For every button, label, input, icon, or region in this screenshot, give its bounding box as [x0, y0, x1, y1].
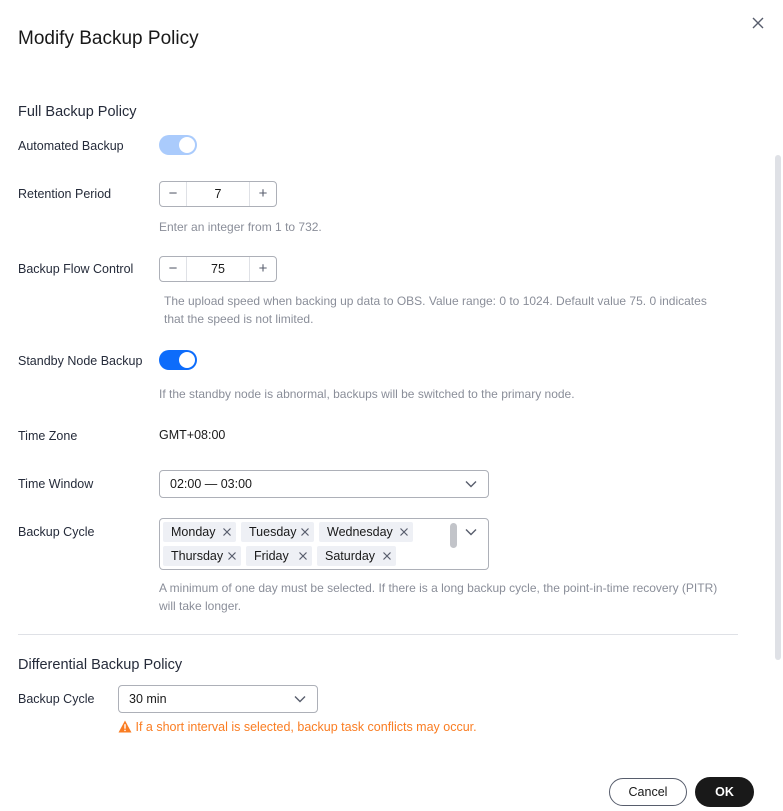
tag-list-scrollbar[interactable]	[450, 523, 457, 548]
day-tag	[163, 522, 236, 542]
differential-backup-cycle-label: Backup Cycle	[18, 692, 95, 706]
decrement-button[interactable]: −	[160, 182, 187, 206]
automated-backup-label: Automated Backup	[18, 139, 124, 153]
flow-control-hint	[164, 292, 707, 328]
day-tag-label: Saturday	[325, 549, 376, 563]
flow-control-label: Backup Flow Control	[18, 262, 134, 276]
backup-cycle-hint-line: A minimum of one day must be selected. If there is a long backup cycle, the point-in-time recovery (PITR)	[159, 581, 718, 595]
differential-backup-cycle-value: 30 min	[129, 692, 167, 706]
time-zone-value: GMT+08:00	[159, 428, 226, 442]
chevron-down-icon	[464, 525, 478, 539]
retention-period-stepper	[159, 181, 277, 207]
time-zone-label: Time Zone	[18, 429, 78, 443]
dialog-title: Modify Backup Policy	[18, 28, 199, 49]
time-window-select[interactable]	[159, 470, 489, 498]
increment-button[interactable]: +	[249, 257, 276, 281]
flow-control-value[interactable]: 75	[211, 262, 225, 276]
retention-period-label: Retention Period	[18, 187, 112, 201]
chevron-down-icon	[293, 692, 307, 706]
warning-icon	[118, 720, 132, 733]
day-tag	[319, 522, 413, 542]
close-icon[interactable]	[222, 527, 232, 537]
close-icon[interactable]	[227, 551, 237, 561]
standby-node-backup-hint: If the standby node is abnormal, backups will be switched to the primary node.	[159, 387, 575, 401]
retention-period-value[interactable]: 7	[214, 187, 222, 201]
chevron-down-icon	[464, 477, 478, 491]
day-tag	[241, 522, 314, 542]
day-tag-label: Thursday	[171, 549, 224, 563]
increment-button[interactable]: +	[249, 182, 276, 206]
day-tag	[317, 546, 396, 566]
differential-backup-cycle-select[interactable]	[118, 685, 318, 713]
time-window-label: Time Window	[18, 477, 94, 491]
standby-node-backup-label: Standby Node Backup	[18, 354, 143, 368]
close-icon[interactable]	[382, 551, 392, 561]
flow-control-stepper	[159, 256, 277, 282]
day-tag	[163, 546, 241, 566]
backup-cycle-hint	[159, 579, 717, 615]
day-tag-label: Monday	[171, 525, 216, 539]
close-icon[interactable]	[298, 551, 308, 561]
dialog-scrollbar[interactable]	[775, 155, 781, 660]
day-tag-label: Wednesday	[327, 525, 393, 539]
close-icon[interactable]	[749, 14, 767, 32]
automated-backup-toggle[interactable]	[159, 135, 197, 155]
section-divider	[18, 634, 738, 635]
time-window-value: 02:00 — 03:00	[170, 477, 253, 491]
flow-control-hint-line: that the speed is not limited.	[164, 312, 314, 326]
close-icon[interactable]	[300, 527, 310, 537]
toggle-knob	[179, 137, 195, 153]
day-tag-label: Friday	[254, 549, 289, 563]
differential-backup-section-title: Differential Backup Policy	[18, 657, 183, 673]
toggle-knob	[179, 352, 195, 368]
flow-control-hint-line: The upload speed when backing up data to OBS. Value range: 0 to 1024. Default value 75. 0 indicates	[164, 294, 707, 308]
retention-period-hint: Enter an integer from 1 to 732.	[159, 220, 322, 234]
ok-button[interactable]: OK	[695, 777, 754, 807]
cancel-button[interactable]: Cancel	[609, 778, 687, 806]
backup-cycle-multiselect[interactable]	[159, 518, 489, 570]
day-tag-label: Tuesday	[249, 525, 297, 539]
decrement-button[interactable]: −	[160, 257, 187, 281]
standby-node-backup-toggle[interactable]	[159, 350, 197, 370]
conflict-warning	[118, 720, 477, 734]
full-backup-section-title: Full Backup Policy	[18, 104, 137, 120]
backup-cycle-hint-line: will take longer.	[159, 599, 242, 613]
day-tag	[246, 546, 312, 566]
conflict-warning-text: If a short interval is selected, backup task conflicts may occur.	[135, 720, 477, 734]
backup-cycle-label: Backup Cycle	[18, 525, 95, 539]
close-icon[interactable]	[399, 527, 409, 537]
